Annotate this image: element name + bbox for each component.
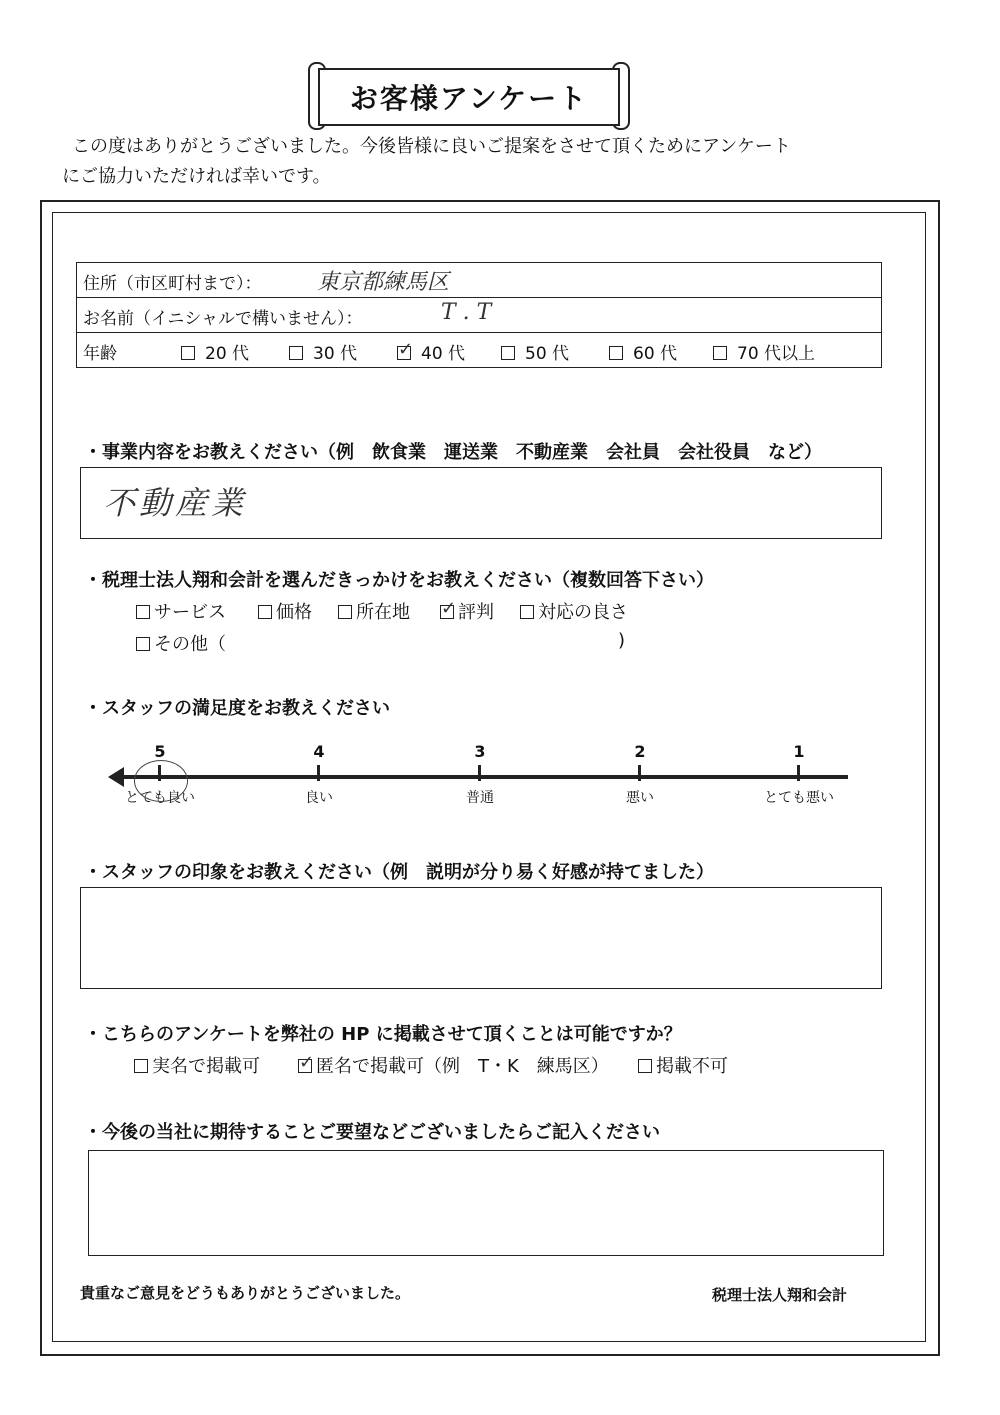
scale-tick-1: [797, 765, 800, 781]
scale-caption-1[interactable]: とても悪い: [764, 790, 834, 806]
intro-line-1: この度はありがとうございました。今後皆様に良いご提案をさせて頂くためにアンケート: [72, 136, 791, 157]
q5-option-no-publish[interactable]: 掲載不可: [638, 1052, 728, 1078]
age-option-40[interactable]: ✓ 40 代: [397, 339, 465, 364]
name-row: [77, 298, 881, 333]
name-value[interactable]: T . T: [441, 300, 492, 325]
age-label: 年齢: [83, 344, 117, 364]
q1-answer: 不動産業: [103, 484, 248, 522]
age-option-70[interactable]: 70 代以上: [713, 339, 815, 364]
scale-tick-2: [638, 765, 641, 781]
q5-option-anonymous[interactable]: ✓ 匿名で掲載可（例 T・K 練馬区）: [298, 1052, 609, 1078]
age-option-50[interactable]: 50 代: [501, 339, 569, 364]
checkbox-checked[interactable]: [397, 346, 411, 360]
checkbox[interactable]: [520, 605, 534, 619]
q2-option-location[interactable]: 所在地: [338, 598, 410, 624]
intro-line-2: にご協力いただければ幸いです。: [62, 166, 331, 187]
scale-num-3: 3: [474, 742, 486, 761]
intro-text: [62, 132, 892, 192]
checkbox[interactable]: [258, 605, 272, 619]
q1-answer-box[interactable]: [80, 467, 882, 539]
q5-question: ・こちらのアンケートを弊社の HP に掲載させて頂くことは可能ですか？: [84, 1024, 682, 1045]
q2-option-price[interactable]: 価格: [258, 598, 312, 624]
checkbox[interactable]: [136, 605, 150, 619]
age-option-60[interactable]: 60 代: [609, 339, 677, 364]
q4-question: ・スタッフの印象をお教えください（例 説明が分り易く好感が持てました）: [84, 862, 714, 883]
arrow-left-icon: [108, 767, 124, 787]
info-table: [76, 262, 882, 368]
name-label: お名前（イニシャルで構いません）：: [83, 309, 363, 329]
checkbox[interactable]: [609, 346, 623, 360]
age-option-20[interactable]: 20 代: [181, 339, 249, 364]
q2-option-service-quality[interactable]: 対応の良さ: [520, 598, 628, 624]
checkbox[interactable]: [501, 346, 515, 360]
checkbox-checked[interactable]: [298, 1059, 312, 1073]
checkbox[interactable]: [713, 346, 727, 360]
q1-question: ・事業内容をお教えください（例 飲食業 運送業 不動産業 会社員 会社役員 など）: [84, 442, 822, 463]
checkbox[interactable]: [136, 637, 150, 651]
checkbox[interactable]: [289, 346, 303, 360]
selection-circle: [134, 760, 188, 802]
q3-question: ・スタッフの満足度をお教えください: [84, 698, 390, 719]
page-title: お客様アンケート: [318, 68, 620, 126]
address-row: [77, 263, 881, 298]
scale-caption-4[interactable]: 良い: [305, 790, 333, 806]
q2-option-reputation[interactable]: ✓ 評判: [440, 598, 494, 624]
q5-option-real-name[interactable]: 実名で掲載可: [134, 1052, 260, 1078]
q2-question: ・税理士法人翔和会計を選んだきっかけをお教えください（複数回答下さい）: [84, 570, 714, 591]
scale-tick-4: [317, 765, 320, 781]
scale-line: [118, 775, 848, 779]
footer-thanks: 貴重なご意見をどうもありがとうございました。: [80, 1284, 411, 1302]
address-label: 住所（市区町村まで）：: [83, 274, 262, 294]
q6-question: ・今後の当社に期待することご要望などございましたらご記入ください: [84, 1122, 660, 1143]
q4-answer-box[interactable]: [80, 887, 882, 989]
age-row: [77, 333, 881, 367]
scale-tick-3: [478, 765, 481, 781]
q2-option-other[interactable]: その他（: [136, 630, 226, 656]
q6-answer-box[interactable]: [88, 1150, 884, 1256]
scale-caption-3[interactable]: 普通: [466, 790, 494, 806]
scale-num-5: 5: [154, 742, 166, 761]
checkbox[interactable]: [181, 346, 195, 360]
scale-num-4: 4: [313, 742, 325, 761]
checkbox-checked[interactable]: [440, 605, 454, 619]
checkbox[interactable]: [638, 1059, 652, 1073]
scale-num-1: 1: [793, 742, 805, 761]
footer-company: 税理士法人翔和会計: [712, 1286, 848, 1304]
checkbox[interactable]: [338, 605, 352, 619]
scale-num-2: 2: [634, 742, 646, 761]
q2-other-close: ): [618, 630, 626, 651]
scale-caption-2[interactable]: 悪い: [626, 790, 654, 806]
address-value[interactable]: 東京都練馬区: [317, 270, 450, 295]
age-option-30[interactable]: 30 代: [289, 339, 357, 364]
q2-option-service[interactable]: サービス: [136, 598, 226, 624]
scale-caption-5[interactable]: とても良い: [125, 790, 195, 806]
checkbox[interactable]: [134, 1059, 148, 1073]
